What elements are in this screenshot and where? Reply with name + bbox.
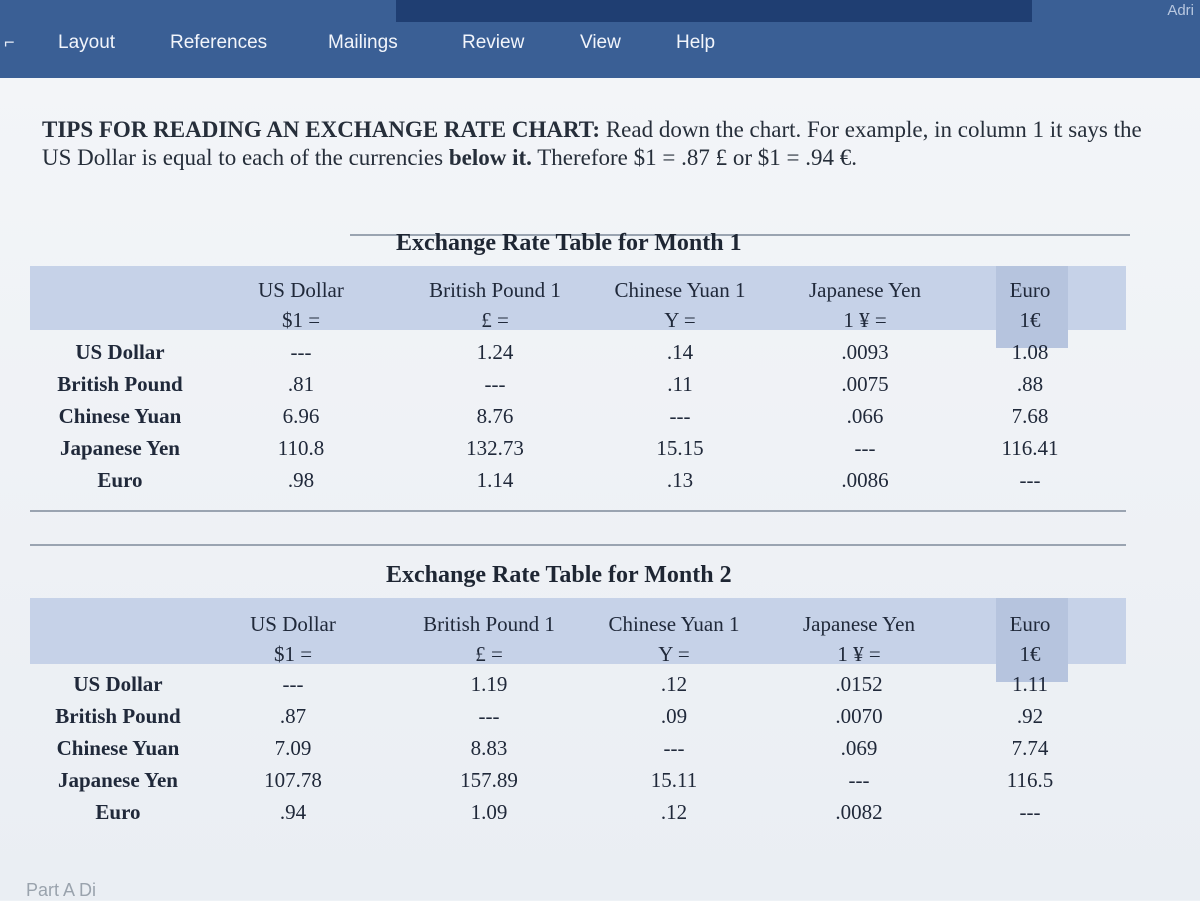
table-cell: .13 bbox=[666, 468, 694, 492]
table2-header-band bbox=[30, 598, 1126, 664]
divider bbox=[30, 544, 1126, 546]
column-header-unit: £ = bbox=[475, 642, 503, 666]
table-cell: 110.8 bbox=[277, 436, 325, 460]
column-header-unit: 1 ¥ = bbox=[843, 308, 887, 332]
table-cell: 1.24 bbox=[476, 340, 514, 364]
menu-edge-icon[interactable]: ⌐ bbox=[4, 32, 15, 52]
table-cell: --- bbox=[484, 372, 506, 396]
column-header-unit: Y = bbox=[664, 308, 696, 332]
row-label: Chinese Yuan bbox=[58, 404, 182, 428]
ribbon bbox=[0, 0, 1200, 78]
row-label: Japanese Yen bbox=[58, 768, 178, 792]
tab-mailings[interactable]: Mailings bbox=[328, 32, 398, 53]
tips-lead: TIPS FOR READING AN EXCHANGE RATE CHART: bbox=[42, 117, 601, 142]
table-cell: 116.41 bbox=[1001, 436, 1059, 460]
table-cell: 1.11 bbox=[1012, 672, 1048, 696]
table-cell: .12 bbox=[660, 672, 688, 696]
document-page bbox=[0, 78, 1200, 900]
column-header: Euro bbox=[1009, 612, 1051, 636]
table-cell: .0093 bbox=[841, 340, 889, 364]
tips-below: below it. bbox=[448, 145, 532, 170]
table-cell: .94 bbox=[279, 800, 307, 824]
column-header: US Dollar bbox=[250, 612, 336, 636]
title-bar bbox=[396, 0, 1032, 22]
table-cell: 132.73 bbox=[466, 436, 524, 460]
tab-references[interactable]: References bbox=[170, 32, 268, 53]
footer-text: Part A Di bbox=[26, 880, 97, 900]
column-header-unit: $1 = bbox=[281, 308, 321, 332]
tab-review[interactable]: Review bbox=[462, 32, 525, 53]
column-header-unit: $1 = bbox=[273, 642, 313, 666]
table-cell: .0086 bbox=[841, 468, 889, 492]
column-header: Japanese Yen bbox=[809, 278, 921, 302]
table-cell: --- bbox=[290, 340, 312, 364]
column-header: British Pound 1 bbox=[429, 278, 561, 302]
table-cell: .069 bbox=[840, 736, 878, 760]
divider bbox=[30, 510, 1126, 512]
table-cell: .0152 bbox=[835, 672, 883, 696]
column-header: Japanese Yen bbox=[803, 612, 915, 636]
table-cell: .066 bbox=[846, 404, 884, 428]
table-cell: 1.19 bbox=[470, 672, 508, 696]
column-header-unit: £ = bbox=[481, 308, 509, 332]
table-cell: 15.15 bbox=[656, 436, 704, 460]
table2-title: Exchange Rate Table for Month 2 bbox=[386, 562, 732, 588]
table-cell: 1.09 bbox=[470, 800, 508, 824]
tab-layout[interactable]: Layout bbox=[58, 32, 116, 53]
column-header-unit: 1€ bbox=[1019, 308, 1041, 332]
tips-text-1: Read down the chart. For example, in column 1 it says the US Dollar is equal to each of the currencies bbox=[42, 117, 1142, 170]
row-label: British Pound bbox=[57, 372, 183, 396]
column-header: US Dollar bbox=[258, 278, 344, 302]
column-header: British Pound 1 bbox=[423, 612, 555, 636]
table-cell: .12 bbox=[660, 800, 688, 824]
table-cell: .0075 bbox=[841, 372, 889, 396]
table-cell: 7.68 bbox=[1011, 404, 1049, 428]
row-label: US Dollar bbox=[75, 340, 165, 364]
table-cell: 1.14 bbox=[476, 468, 514, 492]
table-cell: --- bbox=[848, 768, 870, 792]
table-cell: .0082 bbox=[835, 800, 883, 824]
table-cell: 8.76 bbox=[476, 404, 514, 428]
table-cell: 1.08 bbox=[1011, 340, 1049, 364]
table1-title: Exchange Rate Table for Month 1 bbox=[396, 230, 742, 256]
table-cell: --- bbox=[478, 704, 500, 728]
table-cell: 116.5 bbox=[1006, 768, 1054, 792]
row-label: Japanese Yen bbox=[60, 436, 180, 460]
table-cell: --- bbox=[663, 736, 685, 760]
table-cell: .87 bbox=[279, 704, 307, 728]
tab-view[interactable]: View bbox=[580, 32, 621, 53]
column-header: Chinese Yuan 1 bbox=[614, 278, 746, 302]
column-header-unit: 1€ bbox=[1019, 642, 1041, 666]
table-cell: .14 bbox=[666, 340, 694, 364]
row-label: US Dollar bbox=[73, 672, 163, 696]
table-cell: .81 bbox=[287, 372, 315, 396]
table-cell: 7.09 bbox=[274, 736, 312, 760]
table-cell: --- bbox=[854, 436, 876, 460]
row-label: British Pound bbox=[55, 704, 181, 728]
table-cell: .11 bbox=[667, 372, 693, 396]
table-cell: .98 bbox=[287, 468, 315, 492]
table-cell: 7.74 bbox=[1011, 736, 1049, 760]
table-cell: 107.78 bbox=[264, 768, 322, 792]
column-header-unit: Y = bbox=[658, 642, 690, 666]
table-cell: --- bbox=[1019, 468, 1041, 492]
column-header: Euro bbox=[1009, 278, 1051, 302]
table-cell: 15.11 bbox=[650, 768, 698, 792]
table-cell: --- bbox=[669, 404, 691, 428]
table-cell: .92 bbox=[1016, 704, 1044, 728]
row-label: Euro bbox=[95, 800, 141, 824]
table2-euro-band bbox=[996, 598, 1068, 682]
row-label: Euro bbox=[97, 468, 143, 492]
column-header-unit: 1 ¥ = bbox=[837, 642, 881, 666]
row-label: Chinese Yuan bbox=[56, 736, 180, 760]
tips-paragraph bbox=[42, 116, 1142, 172]
user-name[interactable]: Adri bbox=[1167, 2, 1194, 19]
table-cell: 8.83 bbox=[470, 736, 508, 760]
table-cell: --- bbox=[1019, 800, 1041, 824]
column-header: Chinese Yuan 1 bbox=[608, 612, 740, 636]
table-cell: --- bbox=[282, 672, 304, 696]
table-cell: .0070 bbox=[835, 704, 883, 728]
table-cell: 157.89 bbox=[460, 768, 518, 792]
tips-text-2: Therefore $1 = .87 £ or $1 = .94 €. bbox=[531, 145, 857, 170]
table-cell: .09 bbox=[660, 704, 688, 728]
table-cell: .88 bbox=[1016, 372, 1044, 396]
table-cell: 6.96 bbox=[282, 404, 320, 428]
tab-help[interactable]: Help bbox=[676, 32, 716, 53]
